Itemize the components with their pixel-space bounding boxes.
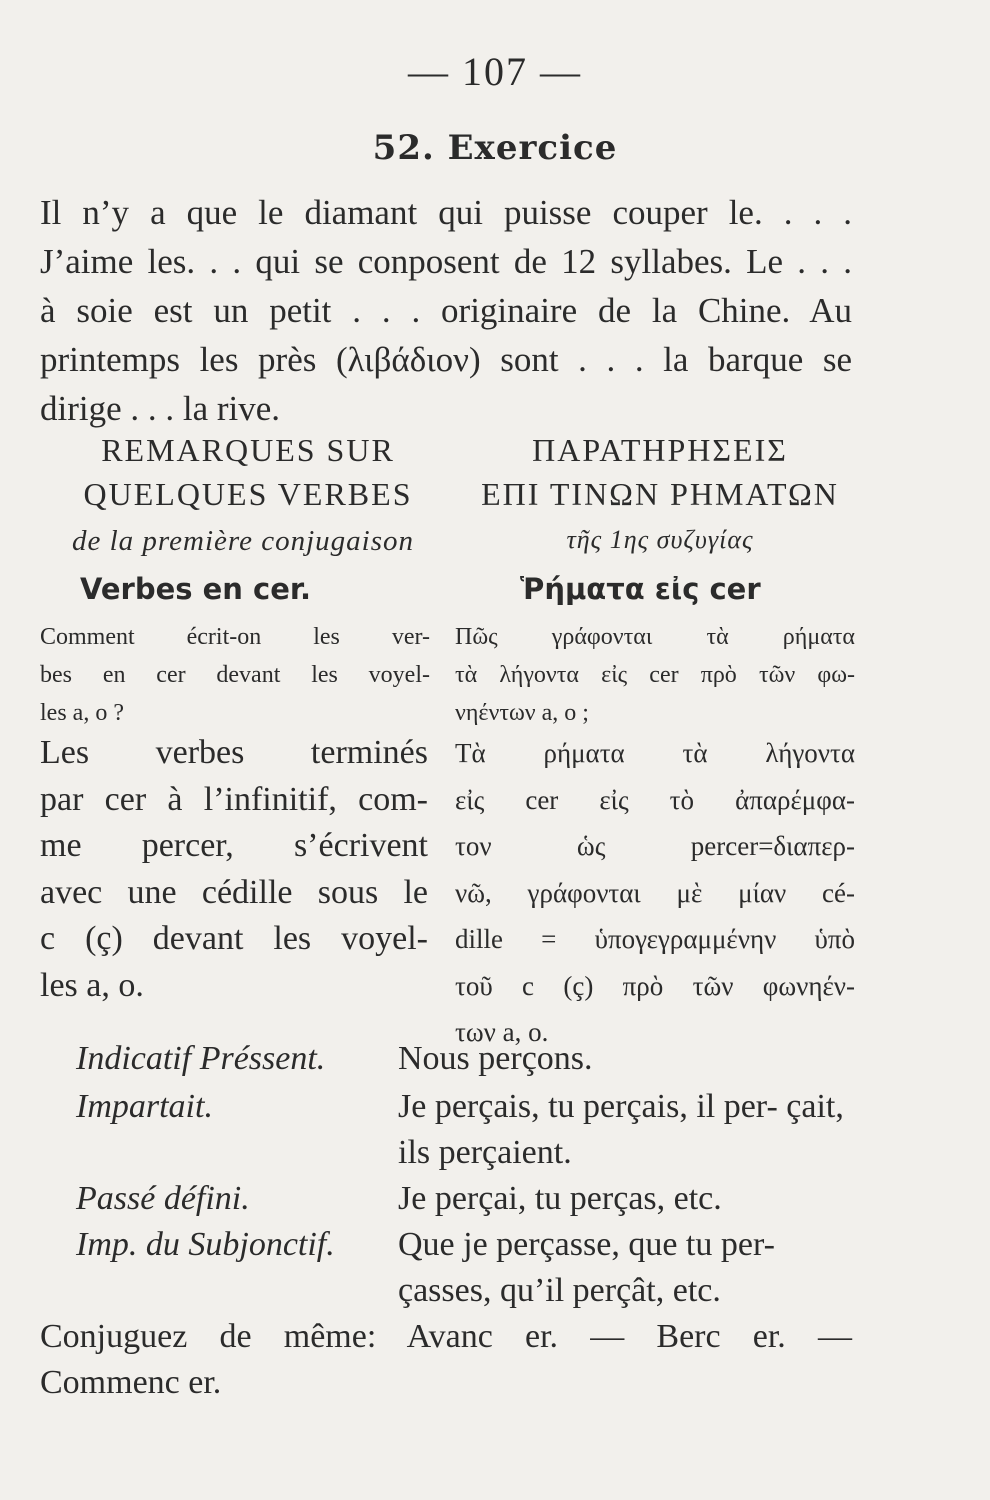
answer-line: Τὰ ρήματα τὰ λήγοντα [455, 738, 855, 768]
french-verbs-heading: Verbes en cer. [80, 572, 312, 606]
greek-heading-line: ΕΠΙ ΤΙΝΩΝ ΡΗΜΑΤΩΝ [481, 476, 839, 512]
question-line: νηέντων a, o ; [455, 700, 589, 726]
conjugate-instruction [40, 1314, 852, 1406]
exercise-title: 52. Exercice [372, 128, 618, 168]
greek-heading [455, 428, 865, 516]
tense-label: Indicatif Préssent. [76, 1040, 326, 1077]
tense-forms: Je perçai, tu perças, etc. [398, 1180, 722, 1217]
question-line: Comment écrit-on les ver- [40, 624, 430, 650]
instruction-line: Commenc er. [40, 1364, 222, 1401]
tense-forms: Nous perçons. [398, 1040, 593, 1077]
french-subheading: de la première conjugaison [72, 525, 414, 557]
greek-subheading: τῆς 1ης συζυγίας [566, 525, 754, 554]
exercise-line: J’aime les. . . qui se conposent de 12 syllabes. Le . . . [40, 242, 852, 281]
answer-line: τον ὡς percer=διαπερ- [455, 831, 855, 861]
greek-question [455, 618, 855, 732]
french-heading-line: REMARQUES SUR [101, 432, 395, 468]
answer-line: avec une cédille sous le [40, 873, 428, 911]
french-heading-line: QUELQUES VERBES [83, 476, 413, 512]
answer-line: εἰς cer εἰς τὸ ἀπαρέμφα- [455, 784, 855, 815]
instruction-line: Conjuguez de même: Avanc er. — Berc er. — [40, 1318, 852, 1355]
french-question [40, 618, 430, 732]
exercise-line: Il n’y a que le diamant qui puisse couper le. . . . [40, 193, 852, 232]
exercise-line: printemps les près (λιβάδιον) sont . . . la barque se [40, 340, 852, 379]
answer-line: των a, o. [455, 1017, 549, 1047]
answer-line: les a, o. [40, 966, 144, 1004]
tense-forms: Que je perçasse, que tu per- çasses, qu’il perçât, etc. [398, 1226, 775, 1309]
answer-line: dille = ὑπογεγραμμένην ὑπὸ [455, 924, 855, 954]
answer-line: c (ç) devant les voyel- [40, 920, 428, 957]
greek-answer [455, 730, 855, 1056]
tense-forms: Je perçais, tu perçais, il per- çait, ils perçaient. [398, 1088, 844, 1171]
answer-line: Les verbes terminés [40, 734, 428, 771]
answer-line: par cer à l’infinitif, com- [40, 780, 428, 818]
french-answer [40, 730, 428, 1009]
greek-verbs-heading: Ῥήματα εἰς cer [520, 572, 761, 606]
question-line: les a, o ? [40, 700, 124, 726]
french-heading [58, 428, 438, 516]
question-line: τὰ λήγοντα εἰς cer πρὸ τῶν φω- [455, 662, 855, 688]
question-line: bes en cer devant les voyel- [40, 662, 430, 688]
exercise-line: dirige . . . la rive. [40, 389, 281, 428]
page-number: — 107 — [408, 49, 582, 94]
tense-label: Passé défini. [76, 1180, 250, 1217]
question-line: Πῶς γράφονται τὰ ρήματα [455, 624, 855, 650]
answer-line: me percer, s’écrivent [40, 827, 428, 864]
greek-heading-line: ΠΑΡΑΤΗΡΗΣΕΙΣ [532, 432, 788, 468]
answer-line: νῶ, γράφονται μὲ μίαν cé- [455, 877, 855, 908]
tense-label: Impartait. [76, 1088, 213, 1125]
exercise-line: à soie est un petit . . . originaire de la Chine. Au [40, 291, 852, 330]
tense-label: Imp. du Subjonctif. [76, 1226, 335, 1263]
answer-line: τοῦ c (ç) πρὸ τῶν φωνηέν- [455, 970, 855, 1001]
exercise-paragraph [40, 188, 852, 433]
